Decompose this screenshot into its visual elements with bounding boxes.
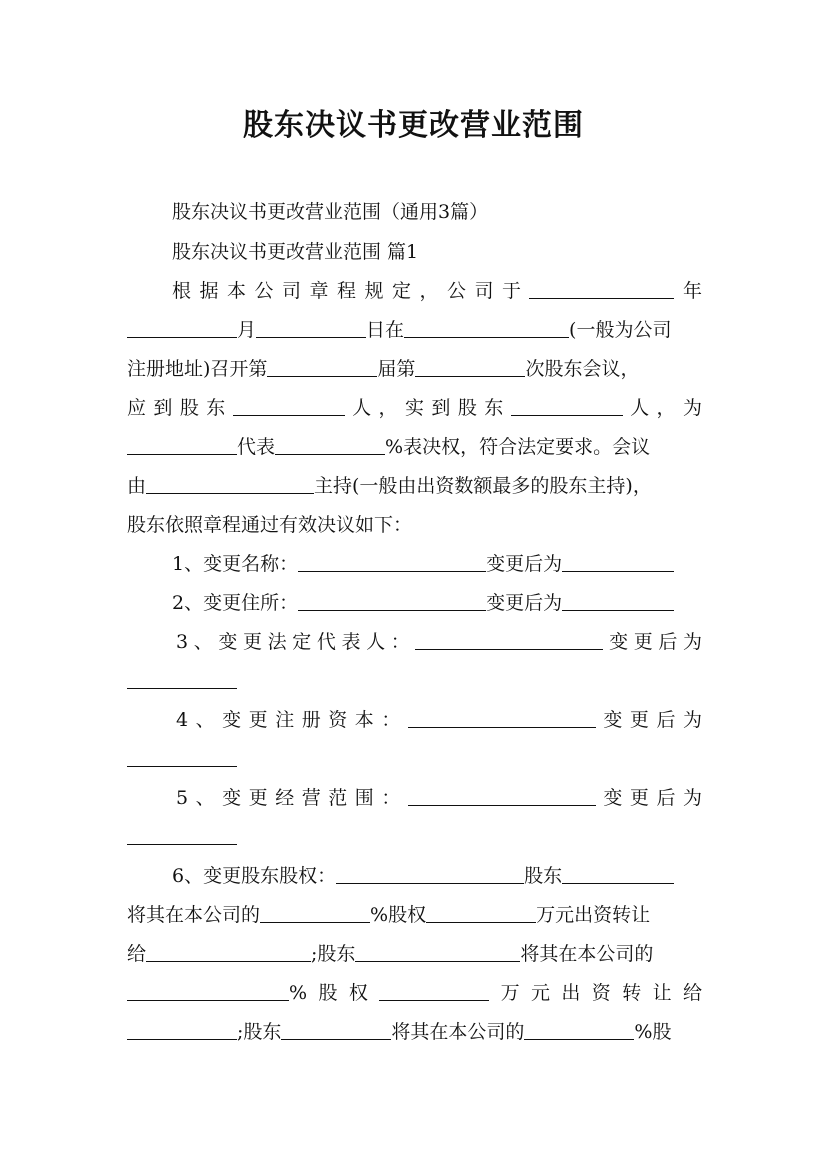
blank-line	[275, 436, 385, 455]
blank-line	[562, 865, 674, 884]
blank-line	[562, 553, 674, 572]
text: 变更后为	[603, 631, 702, 653]
paragraph-line: 股东依照章程通过有效决议如下：	[127, 514, 413, 536]
text: 变更后为	[595, 787, 702, 809]
text: 给	[127, 943, 147, 965]
list-item	[172, 591, 702, 615]
blank-line	[336, 865, 524, 884]
list-item	[172, 552, 702, 576]
text: 届第	[377, 358, 416, 380]
blank-line	[524, 1021, 634, 1040]
text: ;股东	[311, 943, 356, 965]
blank-line	[260, 904, 370, 923]
blank-line	[127, 670, 237, 689]
blank-line	[298, 592, 486, 611]
blank-line	[256, 319, 366, 338]
text: ;股东	[237, 1021, 282, 1043]
text: %股	[634, 1021, 672, 1043]
paragraph-line	[127, 981, 702, 1005]
blank-line	[355, 943, 520, 962]
blank-line	[511, 397, 623, 416]
text: 6、变更股东股权：	[172, 865, 337, 887]
blank-line	[415, 358, 525, 377]
text: 万元出资转让给	[489, 982, 702, 1004]
text: 年	[674, 280, 702, 302]
text: 应到股东	[127, 397, 233, 419]
list-item	[176, 786, 702, 810]
blank-line	[298, 553, 486, 572]
blank-line	[415, 631, 603, 650]
section-heading: 股东决议书更改营业范围 篇1	[172, 241, 419, 263]
blank-line	[233, 397, 345, 416]
document-title: 股东决议书更改营业范围	[243, 108, 584, 143]
text: 4、变更注册资本：	[176, 709, 408, 731]
text: 2、变更住所：	[172, 592, 299, 614]
text: %表决权，符合法定要求。会议	[385, 436, 651, 458]
text: 将其在本公司的	[391, 1021, 525, 1043]
text: 人，为	[622, 397, 702, 419]
paragraph-line	[127, 903, 702, 927]
blank-line	[426, 904, 536, 923]
text: 日在	[366, 319, 405, 341]
blank-line	[379, 982, 489, 1001]
text: 股东	[524, 865, 563, 887]
list-item	[172, 864, 702, 888]
text: 3、变更法定代表人：	[176, 631, 416, 653]
blank-line	[146, 475, 314, 494]
list-item	[176, 630, 702, 654]
text: 代表	[237, 436, 276, 458]
text: %股权	[289, 982, 380, 1004]
paragraph-line	[127, 1020, 702, 1044]
blank-line	[127, 1021, 237, 1040]
text: 根据本公司章程规定，公司于	[172, 280, 530, 302]
document-subtitle: 股东决议书更改营业范围（通用3篇）	[172, 201, 489, 223]
blank-line	[127, 319, 237, 338]
list-item-continuation	[127, 669, 702, 693]
list-item-continuation	[127, 825, 702, 849]
text: %股权	[370, 904, 427, 926]
text: 1、变更名称：	[172, 553, 299, 575]
text: 5、变更经营范围：	[176, 787, 408, 809]
text: 人，实到股东	[344, 397, 511, 419]
blank-line	[408, 709, 596, 728]
text: 变更后为	[486, 553, 563, 575]
text: 将其在本公司的	[520, 943, 654, 965]
list-item-continuation	[127, 747, 702, 771]
text: 变更后为	[595, 709, 702, 731]
paragraph-line	[127, 357, 702, 381]
blank-line	[408, 787, 596, 806]
blank-line	[404, 319, 569, 338]
blank-line	[281, 1021, 391, 1040]
paragraph-line	[127, 942, 702, 966]
blank-line	[529, 280, 674, 299]
text: 将其在本公司的	[127, 904, 261, 926]
blank-line	[127, 748, 237, 767]
paragraph-line	[127, 474, 702, 498]
text: 万元出资转让	[536, 904, 651, 926]
blank-line	[127, 436, 237, 455]
blank-line	[562, 592, 674, 611]
blank-line	[146, 943, 311, 962]
text: (一般为公司	[569, 319, 672, 341]
text: 主持(一般由出资数额最多的股东主持)，	[314, 475, 652, 497]
paragraph-line	[127, 396, 702, 420]
paragraph-line	[127, 435, 702, 459]
text: 变更后为	[486, 592, 563, 614]
blank-line	[127, 982, 289, 1001]
blank-line	[267, 358, 377, 377]
paragraph-line	[127, 318, 702, 342]
paragraph-line	[172, 279, 702, 303]
text: 次股东会议，	[525, 358, 640, 380]
list-item	[176, 708, 702, 732]
blank-line	[127, 826, 237, 845]
text: 由	[127, 475, 147, 497]
text: 月	[237, 319, 257, 341]
text: 注册地址)召开第	[127, 358, 268, 380]
